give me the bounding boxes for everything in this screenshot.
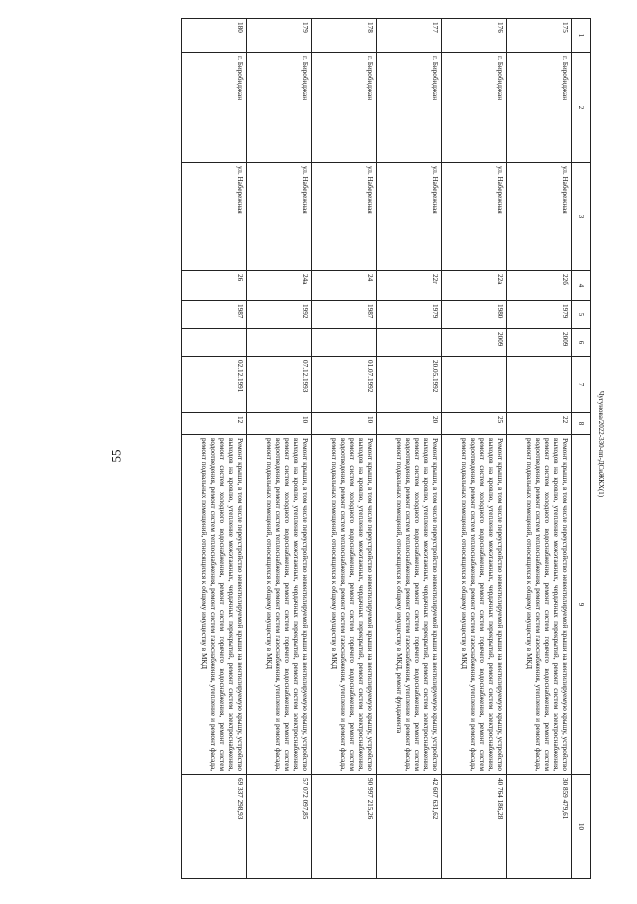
cell-desc: Ремонт крыши, в том числе переустройство невентилируемой крыши на вентилируемую крышу, устройство выходов на кровлю, утепление межэтажных, чердачных перекрытий, ремонт систем электроснабжения, ремонт систем холодного водоснабжения, ремонт систем горячего водоснабжения, ремонт систем водоотведения, ремонт систем теплоснабжения, ремонт систем газоснабжения, утепление и ремонт фасада, ремонт подвальных помещений, относящихся к общему имуществу в МКД — [182, 435, 247, 775]
cell-year: 1987 — [182, 301, 247, 329]
cell-city: г. Биробиджан — [377, 53, 442, 163]
cell-year2: 2009 — [442, 329, 507, 357]
cell-n: 175 — [507, 19, 572, 53]
table-row — [377, 19, 442, 879]
table-row — [182, 19, 247, 879]
cell-house: 22а — [442, 271, 507, 301]
cell-city: г. Биробиджан — [442, 53, 507, 163]
cell-count: 10 — [247, 413, 312, 435]
header-row — [572, 19, 591, 879]
col-header: 5 — [572, 301, 591, 329]
cell-street: ул. Набережная — [442, 163, 507, 271]
table-row — [507, 19, 572, 879]
col-header: 9 — [572, 435, 591, 775]
col-header: 2 — [572, 53, 591, 163]
cell-house: 24 — [312, 271, 377, 301]
cell-date: 07.12.1993 — [247, 357, 312, 413]
cell-city: г. Биробиджан — [182, 53, 247, 163]
cell-count: 20 — [377, 413, 442, 435]
cell-street: ул. Набережная — [312, 163, 377, 271]
cell-sum: 40 764 186,28 — [442, 775, 507, 879]
table-row — [247, 19, 312, 879]
footer-code: Чугунова/2022-330-пп-ДСиЖКХ(1) — [597, 390, 606, 498]
cell-sum: 57 072 097,85 — [247, 775, 312, 879]
cell-year: 1979 — [377, 301, 442, 329]
cell-n: 176 — [442, 19, 507, 53]
table-rotated — [181, 18, 591, 878]
table-container — [136, 18, 636, 878]
cell-year2 — [247, 329, 312, 357]
cell-desc: Ремонт крыши, в том числе переустройство невентилируемой крыши на вентилируемую крышу, устройство выходов на кровлю, утепление межэтажных, чердачных перекрытий, ремонт систем электроснабжения, ремонт систем холодного водоснабжения, ремонт систем горячего водоснабжения, ремонт систем водоотведения, ремонт систем теплоснабжения, ремонт систем газоснабжения, утепление и ремонт фасада, ремонт подвальных помещений, относящихся к общему имуществу в МКД — [442, 435, 507, 775]
col-header: 8 — [572, 413, 591, 435]
table-row — [442, 19, 507, 879]
cell-year: 1987 — [312, 301, 377, 329]
col-header: 10 — [572, 775, 591, 879]
cell-n: 180 — [182, 19, 247, 53]
cell-house: 22б — [507, 271, 572, 301]
cell-sum: 69 337 298,93 — [182, 775, 247, 879]
table-row — [312, 19, 377, 879]
col-header: 6 — [572, 329, 591, 357]
cell-street: ул. Набережная — [377, 163, 442, 271]
cell-street: ул. Набережная — [182, 163, 247, 271]
cell-house: 26 — [182, 271, 247, 301]
cell-city: г. Биробиджан — [247, 53, 312, 163]
cell-city: г. Биробиджан — [312, 53, 377, 163]
cell-count: 22 — [507, 413, 572, 435]
cell-count: 12 — [182, 413, 247, 435]
cell-n: 179 — [247, 19, 312, 53]
cell-count: 25 — [442, 413, 507, 435]
cell-date — [442, 357, 507, 413]
cell-year2: 2009 — [507, 329, 572, 357]
cell-date: 20.05.1992 — [377, 357, 442, 413]
col-header: 4 — [572, 271, 591, 301]
cell-street: ул. Набережная — [247, 163, 312, 271]
cell-date: 01.07.1992 — [312, 357, 377, 413]
cell-n: 178 — [312, 19, 377, 53]
cell-house: 24а — [247, 271, 312, 301]
col-header: 1 — [572, 19, 591, 53]
cell-sum: 42 607 631,62 — [377, 775, 442, 879]
cell-count: 10 — [312, 413, 377, 435]
cell-sum: 30 859 479,61 — [507, 775, 572, 879]
cell-desc: Ремонт крыши, в том числе переустройство невентилируемой крыши на вентилируемую крышу, устройство выходов на кровлю, утепление межэтажных, чердачных перекрытий, ремонт систем электроснабжения, ремонт систем холодного водоснабжения, ремонт систем горячего водоснабжения, ремонт систем водоотведения, ремонт систем теплоснабжения, ремонт систем газоснабжения, утепление и ремонт фасада, ремонт подвальных помещений, относящихся к общему имуществу в МКД, ремонт фундамента — [377, 435, 442, 775]
cell-date — [507, 357, 572, 413]
cell-year2 — [377, 329, 442, 357]
cell-year: 1980 — [442, 301, 507, 329]
repair-table — [181, 18, 591, 879]
cell-city: г. Биробиджан — [507, 53, 572, 163]
page-number: 55 — [108, 449, 124, 463]
col-header: 3 — [572, 163, 591, 271]
cell-desc: Ремонт крыши, в том числе переустройство невентилируемой крыши на вентилируемую крышу, устройство выходов на кровлю, утепление межэтажных, чердачных перекрытий, ремонт систем электроснабжения, ремонт систем холодного водоснабжения, ремонт систем горячего водоснабжения, ремонт систем водоотведения, ремонт систем теплоснабжения, ремонт систем газоснабжения, утепление и ремонт фасада, ремонт подвальных помещений, относящихся к общему имуществу в МКД — [312, 435, 377, 775]
cell-year: 1979 — [507, 301, 572, 329]
cell-desc: Ремонт крыши, в том числе переустройство невентилируемой крыши на вентилируемую крышу, устройство выходов на кровлю, утепление межэтажных, чердачных перекрытий, ремонт систем электроснабжения, ремонт систем холодного водоснабжения, ремонт систем горячего водоснабжения, ремонт систем водоотведения, ремонт систем теплоснабжения, ремонт систем газоснабжения, утепление и ремонт фасада, ремонт подвальных помещений, относящихся к общему имуществу в МКД — [507, 435, 572, 775]
cell-desc: Ремонт крыши, в том числе переустройство невентилируемой крыши на вентилируемую крышу, устройство выходов на кровлю, утепление межэтажных, чердачных перекрытий, ремонт систем электроснабжения, ремонт систем холодного водоснабжения, ремонт систем горячего водоснабжения, ремонт систем водоотведения, ремонт систем теплоснабжения, ремонт систем газоснабжения, утепление и ремонт фасада, ремонт подвальных помещений, относящихся к общему имуществу в МКД — [247, 435, 312, 775]
cell-year: 1992 — [247, 301, 312, 329]
cell-street: ул. Набережная — [507, 163, 572, 271]
cell-n: 177 — [377, 19, 442, 53]
cell-date: 02.12.1991 — [182, 357, 247, 413]
cell-house: 22г — [377, 271, 442, 301]
cell-year2 — [312, 329, 377, 357]
cell-year2 — [182, 329, 247, 357]
col-header: 7 — [572, 357, 591, 413]
cell-sum: 90 997 215,26 — [312, 775, 377, 879]
